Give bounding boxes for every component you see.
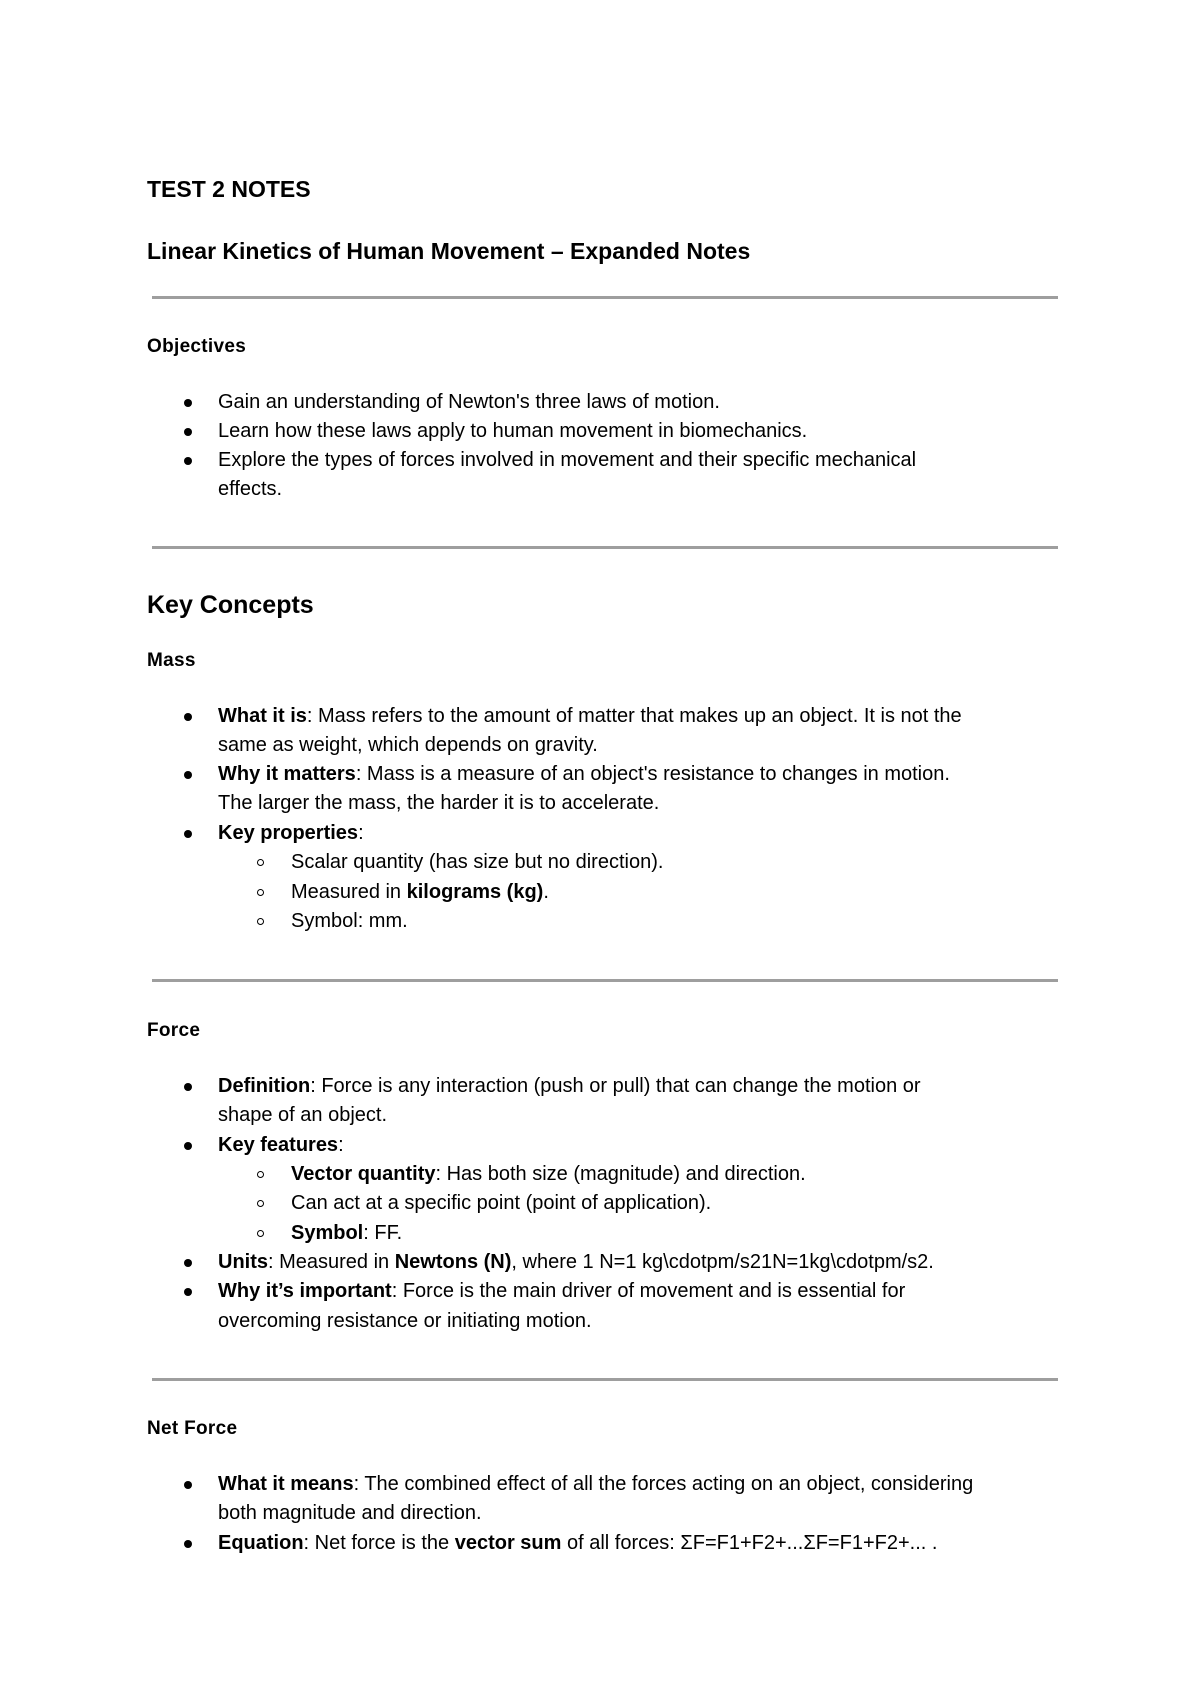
objectives-heading: Objectives — [147, 336, 247, 357]
mass-props-colon: : — [358, 822, 364, 844]
objective-text: Explore the types of forces involved in movement and their specific mechanical — [218, 449, 917, 471]
force-def-continuation — [218, 1101, 387, 1131]
objective-item — [218, 446, 916, 476]
force-units-post: , where 1 N=1 kg\cdotpm/s21N=1kg\cdotpm/s2. — [511, 1251, 934, 1273]
force-important-text: : Force is the main driver of movement and is essential for — [391, 1280, 906, 1302]
hollow-bullet-icon — [257, 859, 264, 866]
net-force-means-label: What it means — [218, 1473, 354, 1495]
page-subtitle: Linear Kinetics of Human Movement – Expanded Notes — [147, 238, 751, 264]
force-features-label: Key features — [218, 1134, 339, 1156]
force-symbol-text: : FF. — [363, 1222, 403, 1244]
net-force-heading: Net Force — [147, 1418, 238, 1439]
force-def-item — [218, 1072, 921, 1102]
horizontal-rule — [152, 296, 1058, 299]
mass-why-text: : Mass is a measure of an object's resistance to changes in motion. — [355, 763, 950, 785]
page-title: TEST 2 NOTES — [147, 176, 311, 202]
horizontal-rule — [152, 546, 1058, 549]
force-important-continuation — [218, 1307, 592, 1337]
net-force-eq-pre: : Net force is the — [303, 1532, 455, 1554]
force-sub-item — [291, 1219, 402, 1249]
bullet-icon — [184, 457, 192, 465]
mass-props-item — [218, 819, 364, 849]
net-force-eq-post: of all forces: ΣF=F1+F2+...ΣF=F1+F2+... . — [561, 1532, 938, 1554]
bullet-icon — [184, 1142, 192, 1150]
net-force-means-text: both magnitude and direction. — [218, 1502, 482, 1524]
objective-text: Learn how these laws apply to human movement in biomechanics. — [218, 420, 808, 442]
hollow-bullet-icon — [257, 889, 264, 896]
bullet-icon — [184, 1259, 192, 1267]
mass-what-text: : Mass refers to the amount of matter that makes up an object. It is not the — [306, 705, 962, 727]
bullet-icon — [184, 1288, 192, 1296]
bullet-icon — [184, 713, 192, 721]
objective-item — [218, 388, 720, 418]
mass-why-label: Why it matters — [218, 763, 356, 785]
hollow-bullet-icon — [257, 1230, 264, 1237]
mass-sub-item — [291, 848, 663, 878]
net-force-eq-item — [218, 1529, 937, 1559]
mass-sub-item — [291, 878, 549, 908]
bullet-icon — [184, 399, 192, 407]
force-vector-label: Vector quantity — [291, 1163, 436, 1185]
objective-item-continuation — [218, 475, 282, 505]
mass-what-continuation — [218, 731, 598, 761]
mass-what-label: What it is — [218, 705, 307, 727]
mass-why-text: The larger the mass, the harder it is to accelerate. — [218, 792, 660, 814]
mass-measured-post: . — [543, 881, 549, 903]
mass-why-continuation — [218, 789, 659, 819]
force-def-text: : Force is any interaction (push or pull) that can change the motion or — [310, 1075, 921, 1097]
mass-what-text: same as weight, which depends on gravity. — [218, 734, 598, 756]
force-point-text: Can act at a specific point (point of application). — [291, 1192, 712, 1214]
horizontal-rule — [152, 979, 1058, 982]
hollow-bullet-icon — [257, 1200, 264, 1207]
mass-measured-unit: kilograms (kg) — [406, 881, 544, 903]
net-force-means-item — [218, 1470, 973, 1500]
net-force-means-text: : The combined effect of all the forces acting on an object, considering — [353, 1473, 974, 1495]
key-concepts-heading: Key Concepts — [147, 591, 314, 619]
force-def-label: Definition — [218, 1075, 311, 1097]
force-units-bold: Newtons (N) — [394, 1251, 512, 1273]
mass-symbol-text: Symbol: mm. — [291, 910, 408, 932]
force-important-label: Why it’s important — [218, 1280, 392, 1302]
mass-what-item — [218, 702, 962, 732]
net-force-eq-label: Equation — [218, 1532, 304, 1554]
mass-measured-pre: Measured in — [291, 881, 407, 903]
force-def-text: shape of an object. — [218, 1104, 388, 1126]
net-force-eq-bold: vector sum — [454, 1532, 562, 1554]
bullet-icon — [184, 428, 192, 436]
mass-props-label: Key properties — [218, 822, 359, 844]
mass-heading: Mass — [147, 650, 196, 671]
hollow-bullet-icon — [257, 918, 264, 925]
mass-why-item — [218, 760, 950, 790]
bullet-icon — [184, 771, 192, 779]
force-heading: Force — [147, 1020, 201, 1041]
force-sub-item — [291, 1160, 806, 1190]
force-features-colon: : — [338, 1134, 344, 1156]
net-force-means-continuation — [218, 1499, 482, 1529]
force-symbol-label: Symbol — [291, 1222, 364, 1244]
bullet-icon — [184, 1481, 192, 1489]
force-sub-item — [291, 1189, 711, 1219]
objective-text: Gain an understanding of Newton's three laws of motion. — [218, 391, 720, 413]
mass-sub-item — [291, 907, 408, 937]
objective-item — [218, 417, 807, 447]
bullet-icon — [184, 830, 192, 838]
horizontal-rule — [152, 1378, 1058, 1381]
bullet-icon — [184, 1540, 192, 1548]
mass-scalar-text: Scalar quantity (has size but no direction). — [291, 851, 664, 873]
force-features-item — [218, 1131, 344, 1161]
force-vector-text: : Has both size (magnitude) and direction. — [435, 1163, 806, 1185]
force-units-label: Units — [218, 1251, 268, 1273]
force-units-pre: : Measured in — [268, 1251, 395, 1273]
force-important-item — [218, 1277, 905, 1307]
bullet-icon — [184, 1083, 192, 1091]
force-important-text: overcoming resistance or initiating motion. — [218, 1310, 592, 1332]
hollow-bullet-icon — [257, 1171, 264, 1178]
force-units-item — [218, 1248, 934, 1278]
objective-text: effects. — [218, 478, 283, 500]
